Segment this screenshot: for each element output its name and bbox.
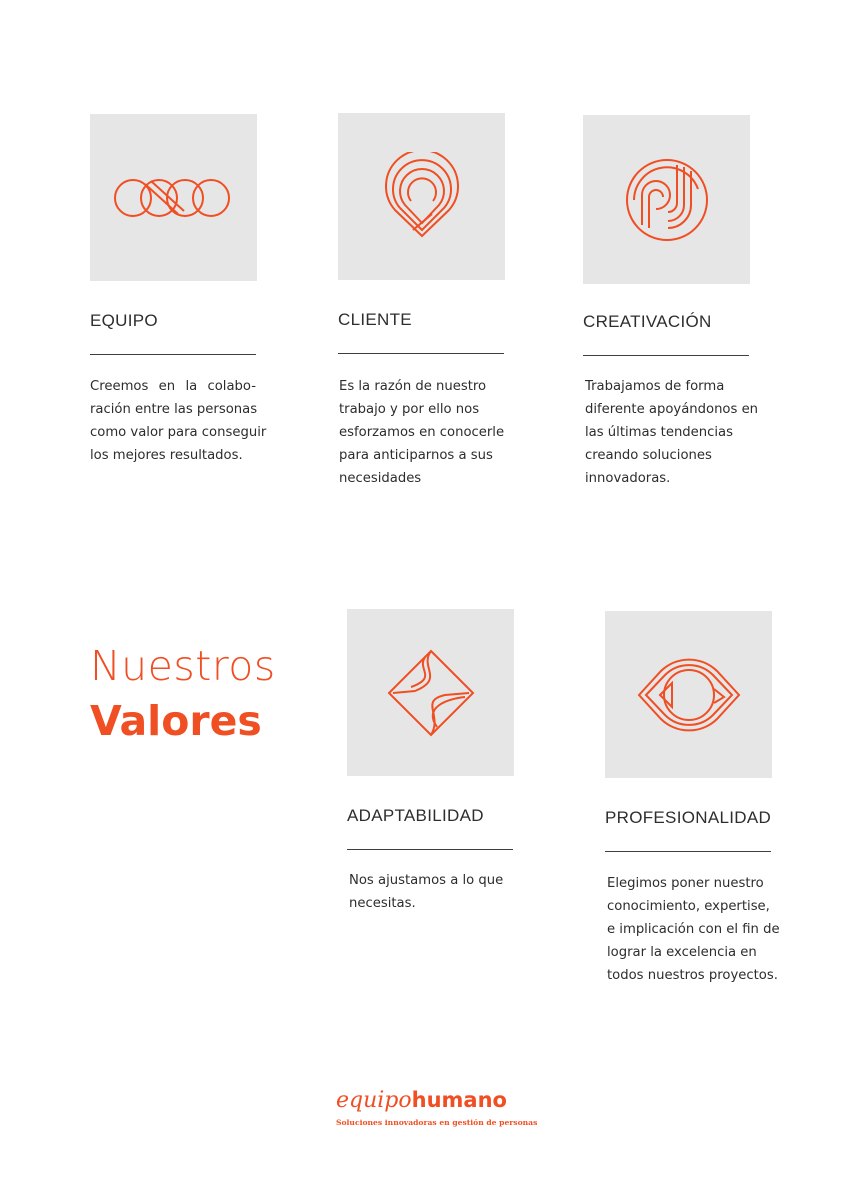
- diamond-wave-icon: [385, 647, 477, 739]
- divider: [338, 353, 504, 354]
- card-title: CREATIVACIÓN: [583, 312, 712, 331]
- description-line: Nos ajustamos a lo que: [349, 873, 504, 888]
- description-line: innovadoras.: [585, 471, 671, 486]
- description-line: todos nuestros proyectos.: [607, 968, 778, 983]
- divider: [583, 355, 749, 356]
- section-heading-bold: Valores: [90, 697, 262, 745]
- drop-pin-icon: [377, 152, 467, 242]
- icon-tile: [90, 114, 257, 281]
- logo-wordmark: [336, 1086, 508, 1117]
- description-line: [90, 375, 256, 398]
- spiral-circle-icon: [622, 155, 712, 245]
- description-line: esforzamos en conocerle: [339, 425, 505, 440]
- description-line: Es la razón de nuestro: [339, 379, 487, 394]
- description-line: e implicación con el fin de: [607, 922, 780, 937]
- description-line: lograr la excelencia en: [607, 945, 757, 960]
- description-line: para anticiparnos a sus: [339, 448, 493, 463]
- card-description: [339, 375, 509, 490]
- eye-icon: [636, 657, 742, 733]
- divider: [605, 851, 771, 852]
- word: Creemos: [90, 379, 149, 394]
- description-line: ración entre las personas: [90, 402, 258, 417]
- word: la: [185, 379, 198, 394]
- brand-logo: [336, 1086, 538, 1127]
- word: colabo-: [207, 379, 256, 394]
- icon-tile: [347, 609, 514, 776]
- description-line: las últimas tendencias: [585, 425, 734, 440]
- description-line: trabajo y por ello nos: [339, 402, 480, 417]
- card-title: CLIENTE: [338, 310, 412, 329]
- logo-part-equipo: equipo: [336, 1088, 412, 1113]
- description-line: como valor para conseguir: [90, 425, 267, 440]
- divider: [347, 849, 513, 850]
- description-line: Trabajamos de forma: [585, 379, 725, 394]
- card-title: ADAPTABILIDAD: [347, 806, 484, 825]
- icon-tile: [338, 113, 505, 280]
- description-line: necesitas.: [349, 896, 416, 911]
- linked-rings-icon: [114, 168, 234, 228]
- icon-tile: [583, 115, 750, 284]
- card-title: PROFESIONALIDAD: [605, 808, 772, 827]
- description-line: los mejores resultados.: [90, 448, 243, 463]
- description-line: Elegimos poner nuestro: [607, 876, 764, 891]
- description-line: creando soluciones: [585, 448, 712, 463]
- card-description: [90, 375, 267, 467]
- divider: [90, 354, 256, 355]
- card-description: [349, 869, 519, 915]
- logo-part-humano: humano: [411, 1088, 507, 1112]
- card-description: [607, 872, 787, 987]
- description-line: necesidades: [339, 471, 422, 486]
- description-line: conocimiento, expertise,: [607, 899, 770, 914]
- section-heading-light: Nuestros: [90, 642, 276, 690]
- card-title: EQUIPO: [90, 311, 158, 330]
- description-line: diferente apoyándonos en: [585, 402, 759, 417]
- logo-tagline: Soluciones innovadoras en gestión de personas: [336, 1118, 538, 1127]
- word: en: [158, 379, 176, 394]
- card-description: [585, 375, 759, 490]
- icon-tile: [605, 611, 772, 778]
